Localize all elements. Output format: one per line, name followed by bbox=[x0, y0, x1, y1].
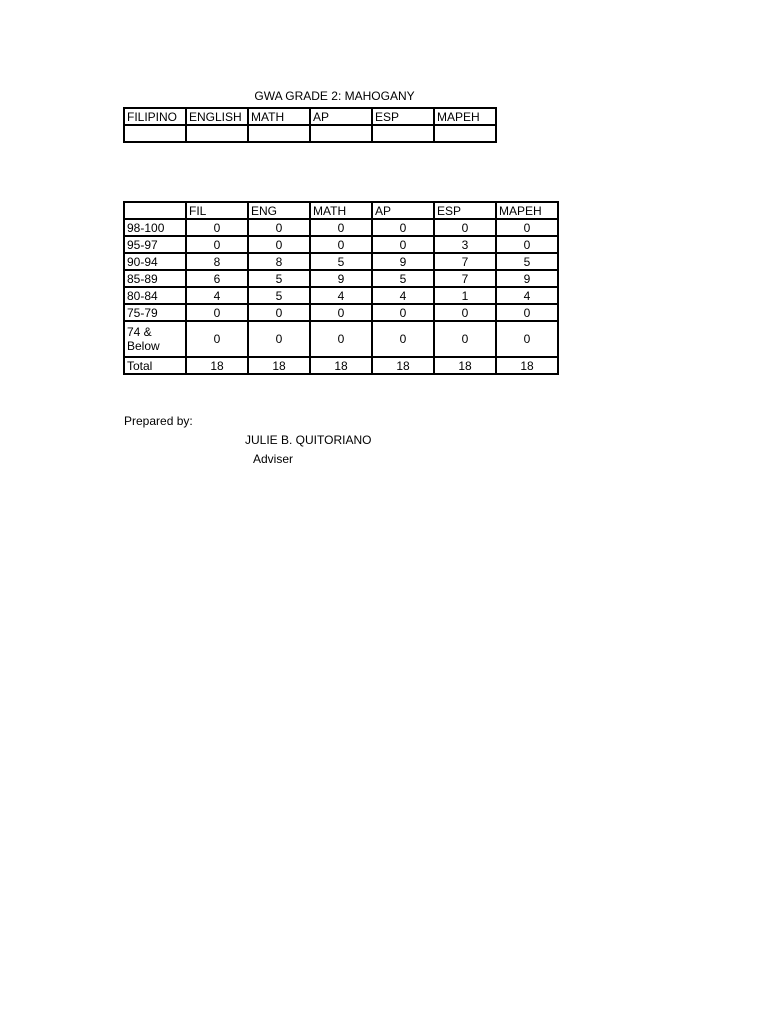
distribution-value-cell: 5 bbox=[496, 253, 558, 270]
distribution-row bbox=[124, 287, 558, 304]
distribution-row bbox=[124, 304, 558, 321]
distribution-value-cell: 0 bbox=[434, 304, 496, 321]
summary-value-cell bbox=[124, 125, 186, 142]
distribution-value-cell: 0 bbox=[186, 304, 248, 321]
distribution-value-cell: 7 bbox=[434, 270, 496, 287]
summary-header-cell: ENGLISH bbox=[186, 108, 248, 125]
distribution-value-cell: 0 bbox=[248, 219, 310, 236]
distribution-value-cell: 0 bbox=[310, 236, 372, 253]
distribution-value-cell: 5 bbox=[248, 270, 310, 287]
distribution-value-cell: 9 bbox=[310, 270, 372, 287]
summary-header-cell: MATH bbox=[248, 108, 310, 125]
grade-range-label: 90-94 bbox=[124, 253, 186, 270]
document-title: GWA GRADE 2: MAHOGANY bbox=[254, 89, 415, 103]
grade-range-label: 98-100 bbox=[124, 219, 186, 236]
distribution-row bbox=[124, 357, 558, 374]
summary-header-row bbox=[124, 108, 496, 125]
grade-distribution-table bbox=[123, 201, 559, 375]
distribution-value-cell: 7 bbox=[434, 253, 496, 270]
distribution-value-cell: 0 bbox=[248, 236, 310, 253]
distribution-value-cell: 18 bbox=[186, 357, 248, 374]
summary-value-cell bbox=[434, 125, 496, 142]
distribution-value-cell: 0 bbox=[372, 236, 434, 253]
distribution-value-cell: 0 bbox=[496, 304, 558, 321]
distribution-value-cell: 5 bbox=[372, 270, 434, 287]
summary-value-row bbox=[124, 125, 496, 142]
summary-value-cell bbox=[186, 125, 248, 142]
distribution-value-cell: 4 bbox=[186, 287, 248, 304]
grade-range-label: 95-97 bbox=[124, 236, 186, 253]
distribution-value-cell: 9 bbox=[496, 270, 558, 287]
distribution-value-cell: 4 bbox=[310, 287, 372, 304]
distribution-header-cell: FIL bbox=[186, 202, 248, 219]
distribution-value-cell: 4 bbox=[496, 287, 558, 304]
distribution-value-cell: 0 bbox=[372, 219, 434, 236]
distribution-value-cell: 1 bbox=[434, 287, 496, 304]
distribution-value-cell: 0 bbox=[434, 321, 496, 357]
distribution-value-cell: 5 bbox=[310, 253, 372, 270]
distribution-header-cell: MAPEH bbox=[496, 202, 558, 219]
distribution-value-cell: 8 bbox=[186, 253, 248, 270]
distribution-value-cell: 0 bbox=[248, 321, 310, 357]
distribution-value-cell: 8 bbox=[248, 253, 310, 270]
distribution-value-cell: 0 bbox=[310, 219, 372, 236]
summary-header-cell: FILIPINO bbox=[124, 108, 186, 125]
distribution-value-cell: 0 bbox=[186, 219, 248, 236]
distribution-header-cell: ESP bbox=[434, 202, 496, 219]
distribution-header-cell: AP bbox=[372, 202, 434, 219]
distribution-value-cell: 18 bbox=[372, 357, 434, 374]
distribution-value-cell: 0 bbox=[310, 321, 372, 357]
distribution-value-cell: 0 bbox=[434, 219, 496, 236]
distribution-value-cell: 18 bbox=[310, 357, 372, 374]
distribution-row bbox=[124, 219, 558, 236]
distribution-value-cell: 18 bbox=[496, 357, 558, 374]
distribution-value-cell: 0 bbox=[310, 304, 372, 321]
distribution-value-cell: 4 bbox=[372, 287, 434, 304]
distribution-header-cell: ENG bbox=[248, 202, 310, 219]
adviser-name: JULIE B. QUITORIANO bbox=[245, 433, 372, 447]
distribution-value-cell: 3 bbox=[434, 236, 496, 253]
distribution-corner-cell bbox=[124, 202, 186, 219]
distribution-value-cell: 0 bbox=[372, 304, 434, 321]
grade-range-label: 85-89 bbox=[124, 270, 186, 287]
prepared-by-label: Prepared by: bbox=[124, 414, 193, 428]
grade-range-label: 75-79 bbox=[124, 304, 186, 321]
grade-range-label: 74 & Below bbox=[124, 321, 186, 357]
grade-range-label: 80-84 bbox=[124, 287, 186, 304]
distribution-row bbox=[124, 253, 558, 270]
distribution-value-cell: 9 bbox=[372, 253, 434, 270]
summary-value-cell bbox=[248, 125, 310, 142]
distribution-value-cell: 0 bbox=[248, 304, 310, 321]
summary-value-cell bbox=[372, 125, 434, 142]
distribution-value-cell: 0 bbox=[496, 321, 558, 357]
adviser-role: Adviser bbox=[253, 452, 294, 466]
distribution-row bbox=[124, 270, 558, 287]
distribution-value-cell: 0 bbox=[496, 236, 558, 253]
gwa-summary-table bbox=[123, 107, 497, 143]
distribution-value-cell: 18 bbox=[248, 357, 310, 374]
distribution-header-cell: MATH bbox=[310, 202, 372, 219]
distribution-value-cell: 0 bbox=[496, 219, 558, 236]
summary-header-cell: ESP bbox=[372, 108, 434, 125]
distribution-value-cell: 5 bbox=[248, 287, 310, 304]
grade-range-label: Total bbox=[124, 357, 186, 374]
summary-value-cell bbox=[310, 125, 372, 142]
distribution-value-cell: 0 bbox=[186, 236, 248, 253]
distribution-value-cell: 0 bbox=[186, 321, 248, 357]
distribution-header-row bbox=[124, 202, 558, 219]
distribution-value-cell: 6 bbox=[186, 270, 248, 287]
summary-header-cell: MAPEH bbox=[434, 108, 496, 125]
summary-header-cell: AP bbox=[310, 108, 372, 125]
distribution-value-cell: 0 bbox=[372, 321, 434, 357]
distribution-row bbox=[124, 236, 558, 253]
distribution-value-cell: 18 bbox=[434, 357, 496, 374]
distribution-row bbox=[124, 321, 558, 357]
